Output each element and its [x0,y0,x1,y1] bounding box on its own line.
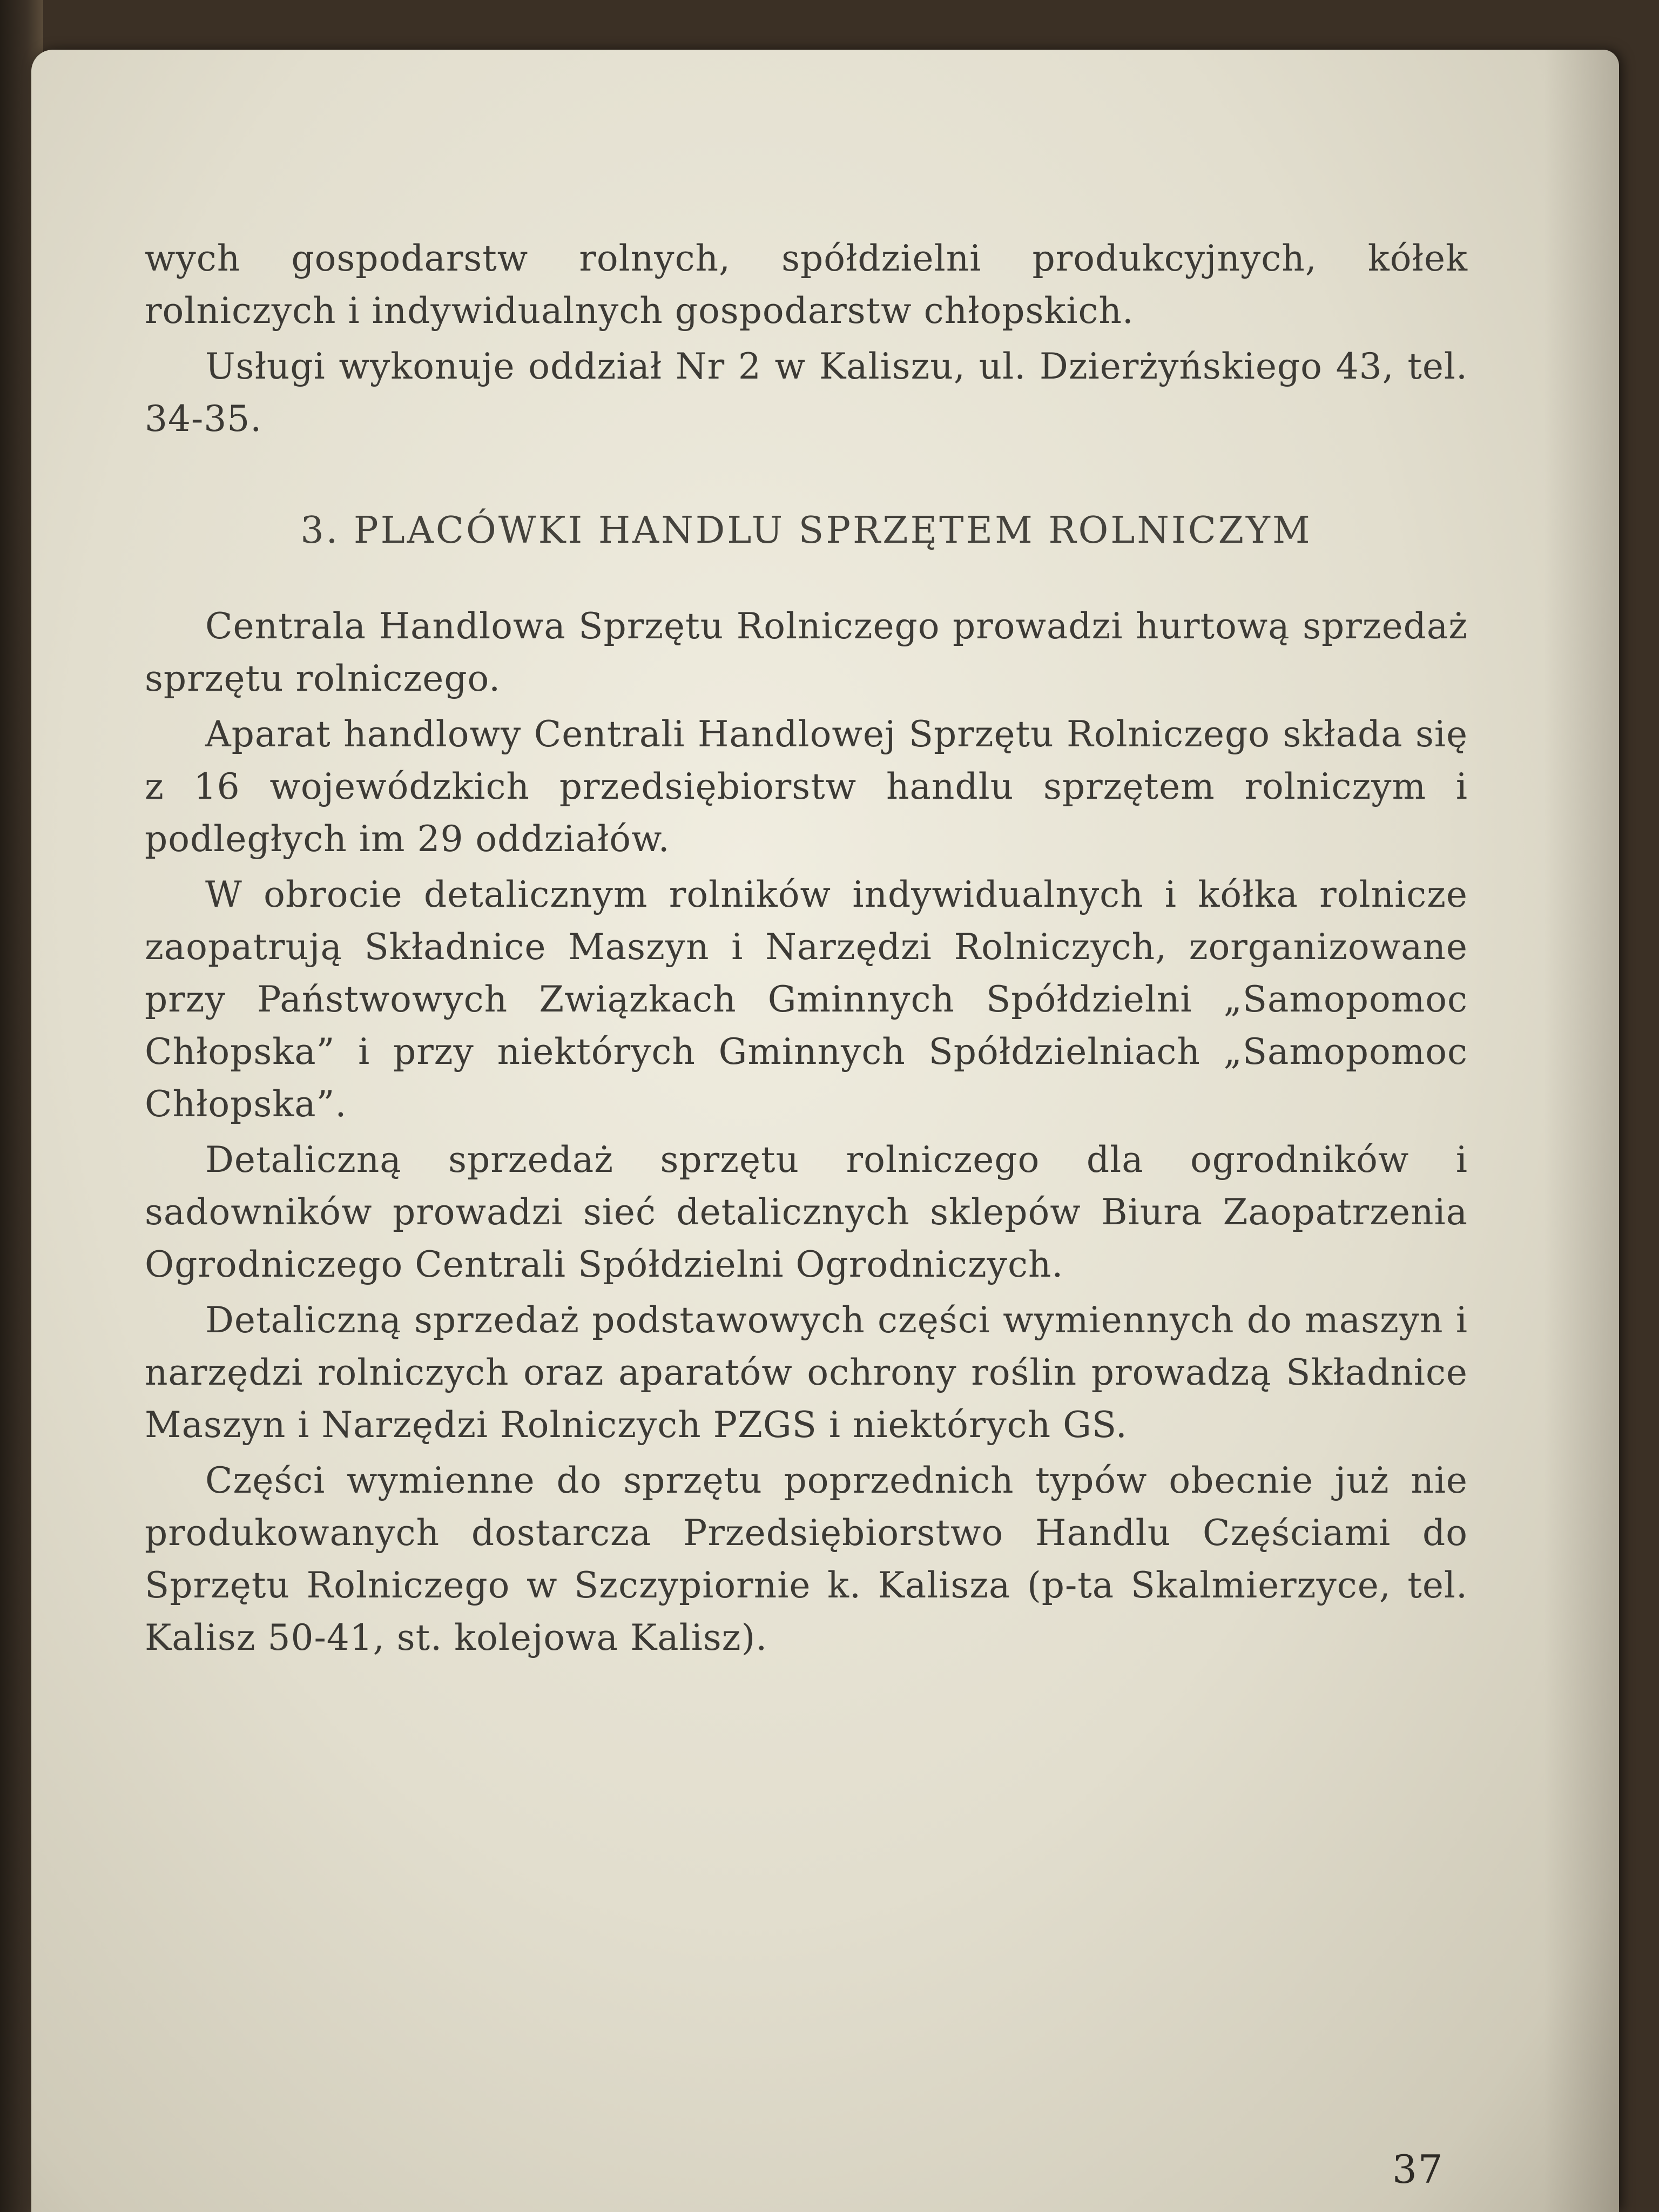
page-shadow [1543,50,1619,2212]
paragraph-retail-gardeners: Detaliczną sprzedaż sprzętu rolniczego dla ogrodników i sadowników prowadzi sieć detalicznych sklepów Biura Zaopatrzenia Ogrodniczego Centrali Spółdzielni Ogrodniczych. [145,1139,1468,1285]
paragraph-central-office: Centrala Handlowa Sprzętu Rolniczego prowadzi hurtową sprzedaż sprzętu rolniczego. [145,605,1468,699]
paragraph-services: Usługi wykonuje oddział Nr 2 w Kaliszu, ul. Dzierżyńskiego 43, tel. 34-35. [145,346,1468,440]
paragraph-trade-apparatus: Aparat handlowy Centrali Handlowej Sprzętu Rolniczego składa się z 16 wojewódzkich przedsiębiorstw handlu sprzętem rolniczym i podległych im 29 oddziałów. [145,713,1468,860]
section-heading: 3. PLACÓWKI HANDLU SPRZĘTEM ROLNICZYM [300,509,1312,552]
paragraph-old-parts: Części wymienne do sprzętu poprzednich typów obecnie już nie produkowanych dostarcza Przedsiębiorstwo Handlu Częściami do Sprzętu Rolniczego w Szczypiornie k. Kalisza (p-ta Skalmierzyce, tel. Kalisz 50-41, st. kolejowa Kalisz). [145,1460,1468,1658]
page-number: 37 [1392,2147,1444,2192]
paragraph-continuation: wych gospodarstw rolnych, spółdzielni produkcyjnych, kółek rolniczych i indywidualnych gospodarstw chłopskich. [145,238,1468,332]
paragraph-retail-farmers: W obrocie detalicznym rolników indywidualnych i kółka rolnicze zaopatrują Składnice Maszyn i Narzędzi Rolniczych, zorganizowane przy Państwowych Związkach Gminnych Spółdzielni „Samopomoc Chłopska” i przy niektórych Gminnych Spółdzielniach „Samopomoc Chłopska”. [145,874,1468,1125]
page-text [145,232,1468,1667]
paragraph-spare-parts: Detaliczną sprzedaż podstawowych części wymiennych do maszyn i narzędzi rolniczych oraz aparatów ochrony roślin prowadzą Składnice Maszyn i Narzędzi Rolniczych PZGS i niektórych GS. [145,1299,1468,1446]
